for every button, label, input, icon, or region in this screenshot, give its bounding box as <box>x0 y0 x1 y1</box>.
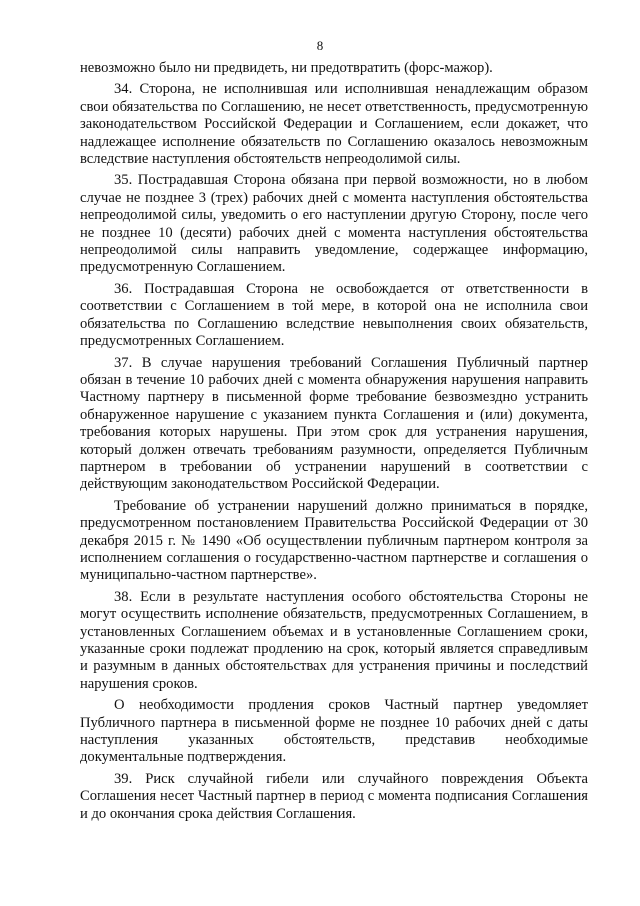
paragraph-38: 38. Если в результате наступления особого обстоятельства Стороны не могут осуществить исполнение обязательств, предусмотренных Соглашением, в установленных Соглашением объемах и в установленные Соглашением сроки, указанные сроки подлежат продлению на срок, который является справедливым и разумным в данных обстоятельствах для устранения причины и последствий нарушения сроков. <box>80 588 588 692</box>
paragraph-39: 39. Риск случайной гибели или случайного повреждения Объекта Соглашения несет Частный партнер в период с момента подписания Соглашения и до окончания срока действия Соглашения. <box>80 770 588 822</box>
document-body <box>80 60 588 827</box>
paragraph-35: 35. Пострадавшая Сторона обязана при первой возможности, но в любом случае не позднее 3 (трех) рабочих дней с момента наступления обстоятельства непреодолимой силы, уведомить о его наступлении другую Сторону, после чего не позднее 10 (десяти) рабочих дней с момента наступления обстоятельства непреодолимой силы направить уведомление, содержащее информацию, предусмотренную Соглашением. <box>80 172 588 276</box>
paragraph-36: 36. Пострадавшая Сторона не освобождается от ответственности в соответствии с Соглашением в той мере, в которой она не исполнила свои обязательства по Соглашению вследствие невыполнения своих обязательств, предусмотренных Соглашением. <box>80 280 588 350</box>
page-number: 8 <box>316 38 324 53</box>
paragraph-37-requirement: Требование об устранении нарушений должно приниматься в порядке, предусмотренном постановлением Правительства Российской Федерации от 30 декабря 2015 г. № 1490 «Об осуществлении публичным партнером контроля за исполнением соглашения о государственно-частном партнерстве и соглашения о муниципально-частном партнерстве». <box>80 497 588 584</box>
paragraph-continuation: невозможно было ни предвидеть, ни предотвратить (форс-мажор). <box>80 60 493 76</box>
paragraph-34: 34. Сторона, не исполнившая или исполнившая ненадлежащим образом свои обязательства по Соглашению, не несет ответственность, предусмотренную законодательством Российской Федерации и Соглашением, если докажет, что надлежащее исполнение обязательств по Соглашению оказалось невозможным вследствие наступления обстоятельств непреодолимой силы. <box>80 81 588 168</box>
paragraph-37: 37. В случае нарушения требований Соглашения Публичный партнер обязан в течение 10 рабочих дней с момента обнаружения нарушения направить Частному партнеру в письменной форме требование безвозмездно устранить обнаруженное нарушение с указанием пункта Соглашения и (или) документа, требования которых нарушены. При этом срок для устранения нарушения, который должен отвечать требованиям разумности, определяется Публичным партнером в требовании об устранении нарушений в соответствии с действующим законодательством Российской Федерации. <box>80 354 588 493</box>
paragraph-38-notice: О необходимости продления сроков Частный партнер уведомляет Публичного партнера в письменной форме не позднее 10 рабочих дней с даты наступления указанных обстоятельств, представив необходимые документальные подтверждения. <box>80 697 588 766</box>
